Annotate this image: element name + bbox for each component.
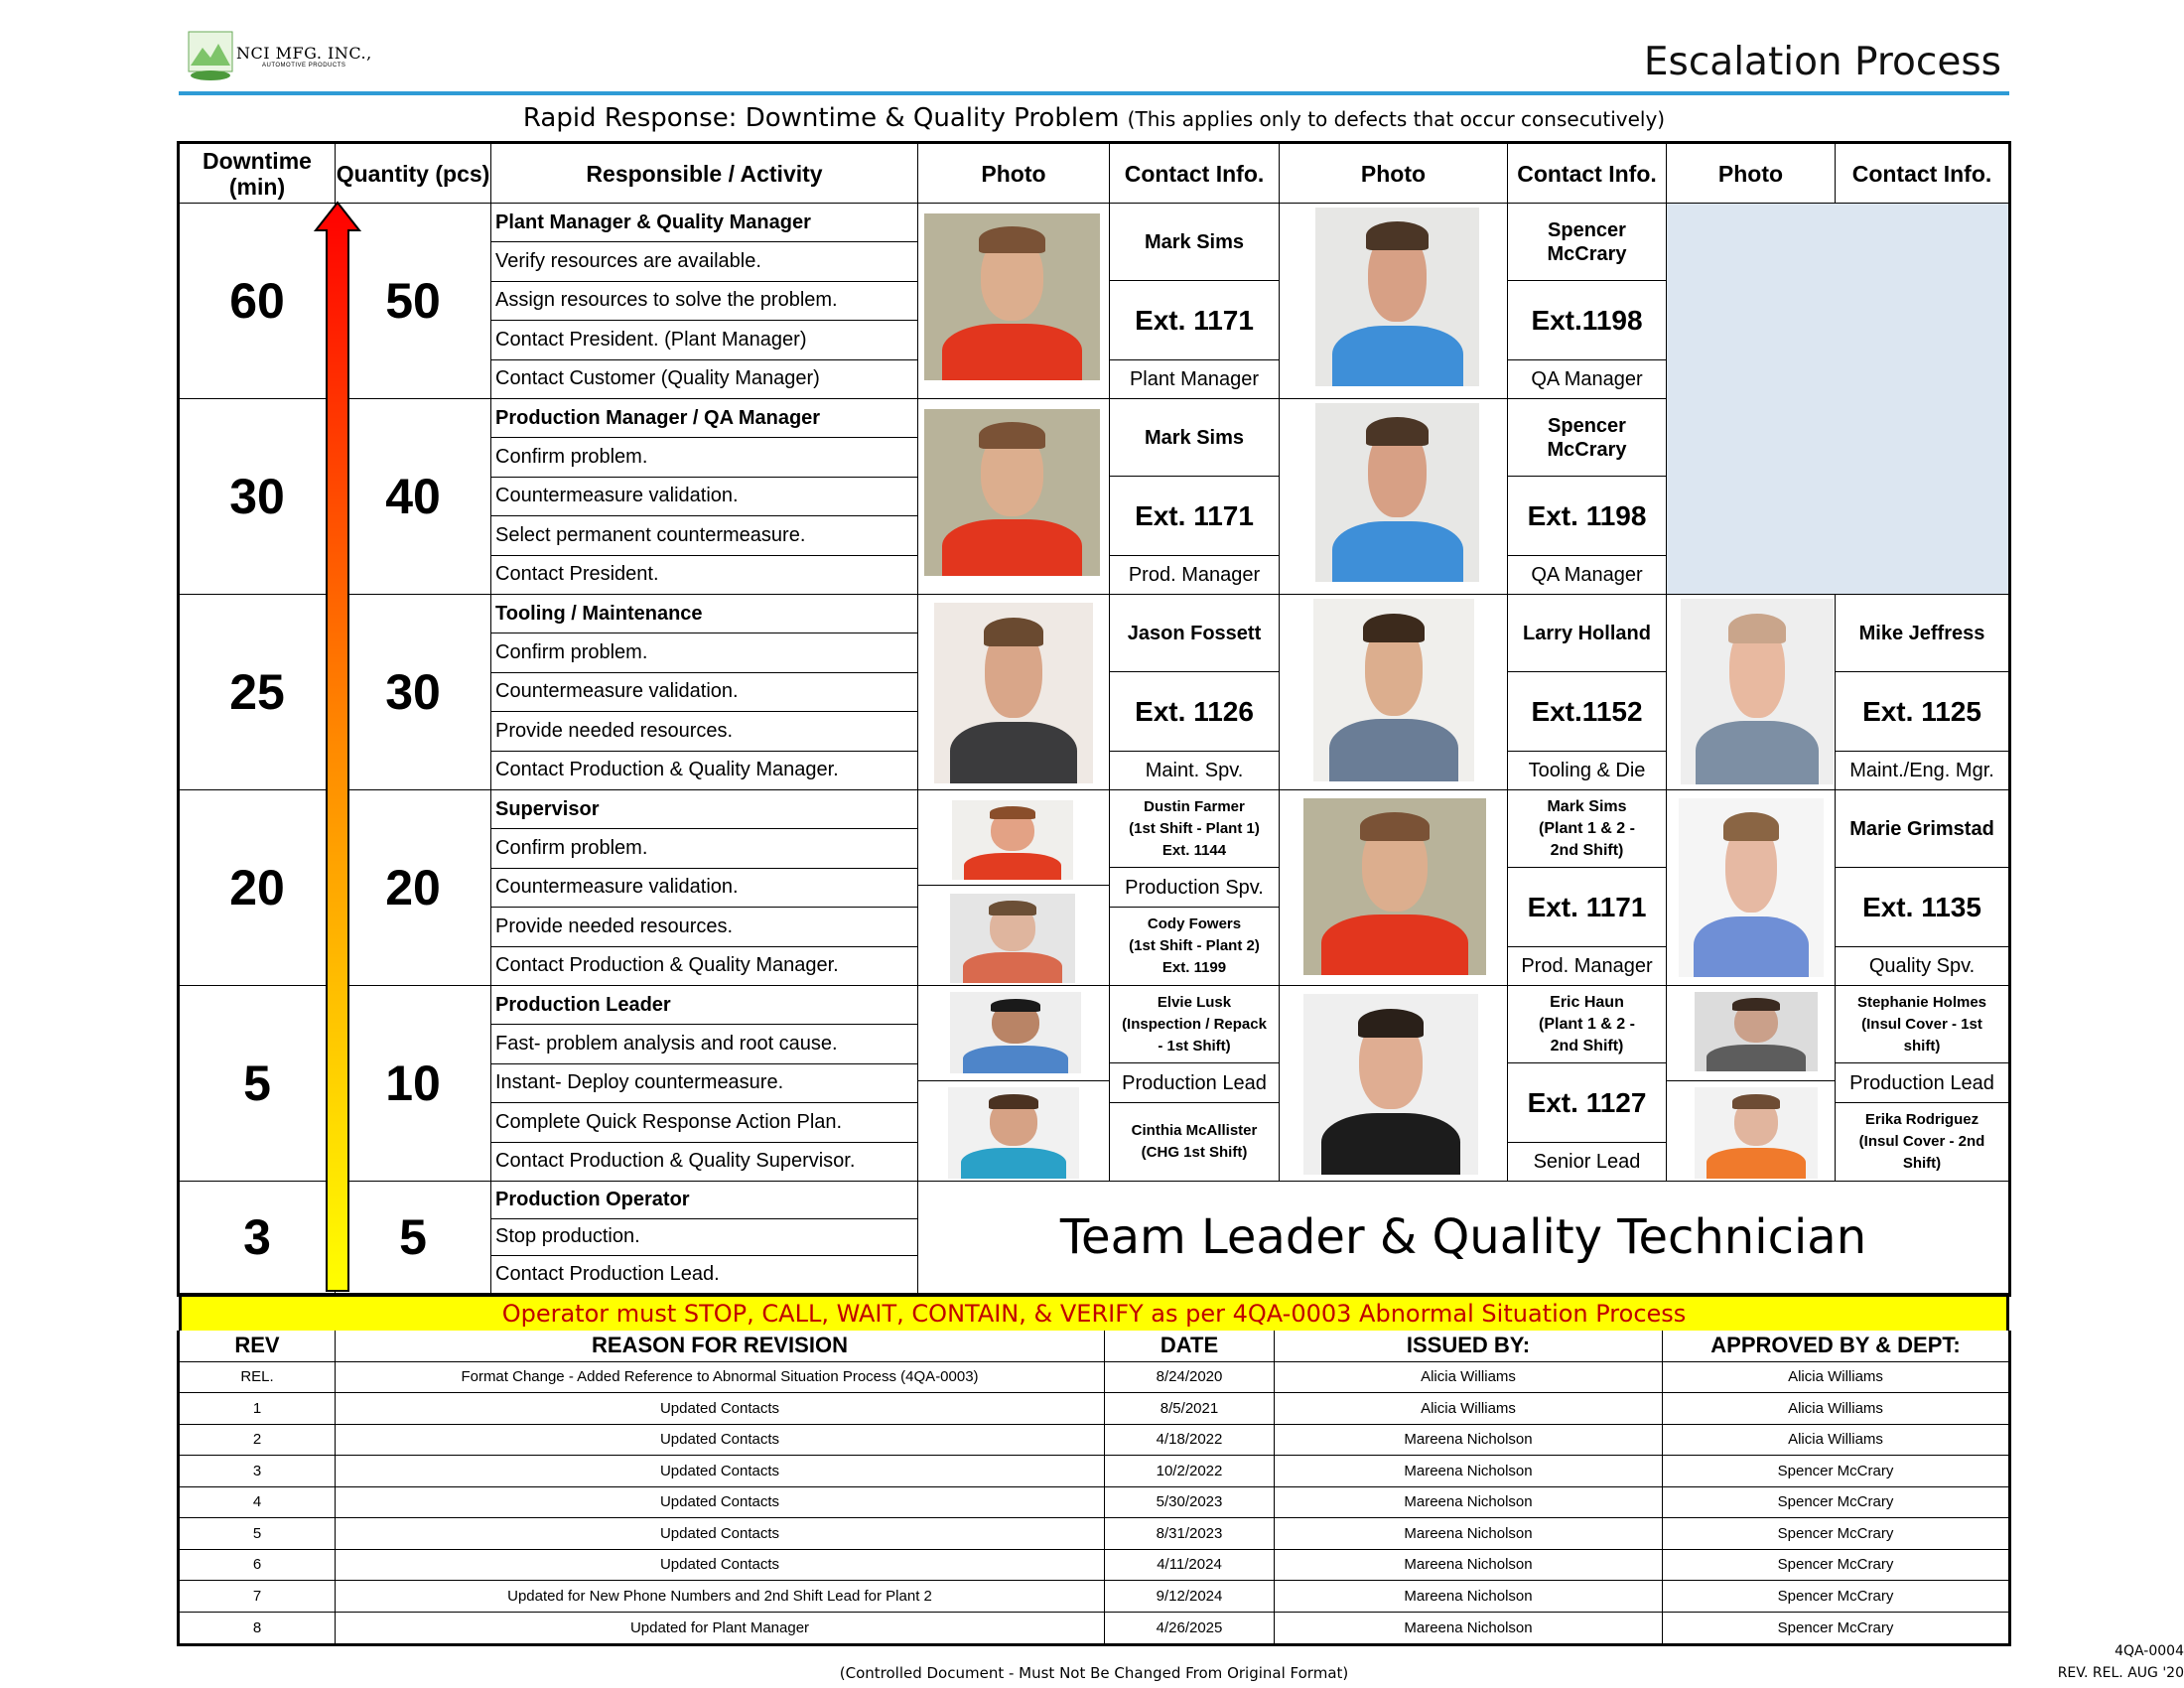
- contact-name: Marie Grimstad: [1836, 790, 2008, 868]
- photo-jason-fossett: [934, 603, 1093, 783]
- rev-date: 8/24/2020: [1105, 1362, 1275, 1393]
- rev-approved-by: Spencer McCrary: [1777, 1556, 1894, 1574]
- photo-eric-haun: [1303, 994, 1478, 1175]
- activity-item: Select permanent countermeasure.: [491, 516, 918, 555]
- rev-date: 8/31/2023: [1105, 1518, 1275, 1549]
- contact-mark-sims-line-2: (Plant 1 & 2 -: [1539, 819, 1635, 837]
- contact-name: Spencer McCrary: [1508, 204, 1667, 281]
- quantity-value: 30: [336, 595, 491, 790]
- company-logo: [185, 26, 393, 87]
- contact-ext: Ext. 1171: [1110, 477, 1280, 556]
- rev-reason: Updated for New Phone Numbers and 2nd Shift Lead for Plant 2: [336, 1581, 1105, 1612]
- photo-spencer-mccrary: [1315, 208, 1479, 386]
- header-quantity: Quantity (pcs): [336, 144, 491, 204]
- table-row: [180, 1425, 2008, 1457]
- photo-elvie-lusk: [950, 992, 1081, 1073]
- table-row: [180, 1550, 2008, 1582]
- table-row: [180, 1613, 2008, 1644]
- photo-marie-grimstad: [1679, 798, 1824, 977]
- activity-item: Complete Quick Response Action Plan.: [491, 1103, 918, 1142]
- header-photo-2: Photo: [1280, 144, 1508, 204]
- subtitle-note: (This applies only to defects that occur consecutively): [1127, 107, 1666, 131]
- activity-item: Contact President.: [491, 556, 918, 595]
- contact-ext: Ext.1152: [1508, 672, 1667, 752]
- header-downtime: Downtime (min): [180, 144, 336, 204]
- rev-issued-by: Mareena Nicholson: [1275, 1550, 1663, 1581]
- downtime-value: 20: [180, 790, 336, 986]
- contact-role: Production Spv.: [1110, 868, 1280, 908]
- activity-item: Stop production.: [491, 1219, 918, 1257]
- rev-approved-by: Alicia Williams: [1788, 1399, 1883, 1417]
- activity-item: Assign resources to solve the problem.: [491, 282, 918, 321]
- header-responsible: Responsible / Activity: [491, 144, 918, 204]
- logo-icon: [185, 26, 236, 85]
- activity-item: Contact President. (Plant Manager): [491, 321, 918, 359]
- rev-issued-by: Mareena Nicholson: [1275, 1456, 1663, 1486]
- activity-item: Countermeasure validation.: [491, 869, 918, 908]
- header-contact-1: Contact Info.: [1110, 144, 1280, 204]
- contact-dustin-farmer-line-1: Dustin Farmer: [1144, 797, 1245, 815]
- contact-eric-haun-line-2: (Plant 1 & 2 -: [1539, 1015, 1635, 1033]
- rev-issued-by: Mareena Nicholson: [1275, 1581, 1663, 1612]
- contact-stephanie-holmes-line-2: (Insul Cover - 1st: [1861, 1015, 1982, 1033]
- contact-stephanie-holmes-line-3: shift): [1903, 1037, 1941, 1055]
- rev-approved-by: Alicia Williams: [1788, 1431, 1883, 1449]
- photo-stephanie-holmes: [1695, 992, 1818, 1071]
- header-photo-1: Photo: [918, 144, 1110, 204]
- rev-reason: Updated Contacts: [336, 1425, 1105, 1456]
- rev-number: 1: [180, 1393, 336, 1424]
- activity-item: Verify resources are available.: [491, 242, 918, 281]
- photo-larry-holland: [1313, 599, 1474, 781]
- contact-mark-sims: [1508, 790, 1667, 868]
- rev-issued-by: Mareena Nicholson: [1275, 1613, 1663, 1644]
- contact-dustin-farmer-line-2: (1st Shift - Plant 1): [1129, 819, 1260, 837]
- contact-stephanie-holmes: [1836, 986, 2008, 1063]
- contact-role: Maint./Eng. Mgr.: [1836, 752, 2008, 790]
- downtime-value: 30: [180, 399, 336, 595]
- rev-number: 6: [180, 1550, 336, 1581]
- rev-date: 10/2/2022: [1105, 1456, 1275, 1486]
- title-divider: [179, 91, 2009, 95]
- rev-reason: Updated Contacts: [336, 1550, 1105, 1581]
- activity-item: Confirm problem.: [491, 829, 918, 868]
- contact-name: Mark Sims: [1110, 204, 1280, 281]
- table-row: [180, 1518, 2008, 1550]
- rev-number: REL.: [180, 1362, 336, 1393]
- contact-ext: Ext. 1127: [1508, 1063, 1667, 1143]
- downtime-value: 5: [180, 986, 336, 1182]
- contact-elvie-lusk-line-2: (Inspection / Repack: [1122, 1015, 1267, 1033]
- contact-cody-fowers-line-3: Ext. 1199: [1161, 959, 1227, 976]
- contact-role: QA Manager: [1508, 360, 1667, 399]
- page-title: Escalation Process: [1643, 40, 2001, 84]
- activity-item: Contact Production & Quality Manager.: [491, 752, 918, 790]
- activity-item: Provide needed resources.: [491, 908, 918, 946]
- table-row: [180, 1393, 2008, 1425]
- rev-reason: Updated Contacts: [336, 1518, 1105, 1549]
- rev-number: 7: [180, 1581, 336, 1612]
- rev-header-rev: REV: [180, 1331, 336, 1361]
- header-contact-2: Contact Info.: [1508, 144, 1667, 204]
- contact-role: Plant Manager: [1110, 360, 1280, 399]
- contact-cinthia-mcallister-line-1: Cinthia McAllister: [1131, 1122, 1258, 1139]
- contact-ext: Ext. 1126: [1110, 672, 1280, 752]
- photo-mark-sims: [924, 213, 1100, 380]
- quantity-value: 50: [336, 204, 491, 399]
- table-row: [180, 1456, 2008, 1487]
- rev-date: 4/26/2025: [1105, 1613, 1275, 1644]
- table-row: [180, 1487, 2008, 1519]
- activity-heading: Supervisor: [491, 790, 918, 829]
- contact-erika-rodriguez-line-1: Erika Rodriguez: [1864, 1111, 1979, 1128]
- contact-erika-rodriguez-line-3: Shift): [1902, 1155, 1942, 1172]
- rev-date: 4/18/2022: [1105, 1425, 1275, 1456]
- quantity-value: 20: [336, 790, 491, 986]
- contact-role: Production Lead: [1110, 1063, 1280, 1103]
- rev-reason: Updated for Plant Manager: [336, 1613, 1105, 1644]
- rev-issued-by: Alicia Williams: [1275, 1362, 1663, 1393]
- contact-dustin-farmer: [1110, 790, 1280, 868]
- rev-issued-by: Mareena Nicholson: [1275, 1487, 1663, 1518]
- rev-approved-by: Spencer McCrary: [1777, 1524, 1894, 1542]
- rev-number: 2: [180, 1425, 336, 1456]
- contact-erika-rodriguez: [1836, 1103, 2008, 1182]
- activity-item: Contact Production Lead.: [491, 1256, 918, 1294]
- rev-date: 9/12/2024: [1105, 1581, 1275, 1612]
- contact-ext: Ext. 1125: [1836, 672, 2008, 752]
- rev-date: 4/11/2024: [1105, 1550, 1275, 1581]
- activity-item: Countermeasure validation.: [491, 673, 918, 712]
- rev-date: 8/5/2021: [1105, 1393, 1275, 1424]
- contact-elvie-lusk: [1110, 986, 1280, 1063]
- escalation-arrow-icon: [314, 201, 361, 1295]
- contact-erika-rodriguez-line-2: (Insul Cover - 2nd: [1858, 1133, 1985, 1150]
- contact-eric-haun-line-3: 2nd Shift): [1550, 1037, 1624, 1055]
- contact-ext: Ext. 1171: [1110, 281, 1280, 360]
- contact-role: Quality Spv.: [1836, 947, 2008, 986]
- contact-mark-sims-line-1: Mark Sims: [1547, 797, 1627, 815]
- activity-heading: Production Manager / QA Manager: [491, 399, 918, 438]
- rev-header-date: DATE: [1105, 1331, 1275, 1361]
- contact-cody-fowers-line-1: Cody Fowers: [1147, 915, 1242, 932]
- header-photo-3: Photo: [1667, 144, 1836, 204]
- activity-item: Fast- problem analysis and root cause.: [491, 1025, 918, 1063]
- header-contact-3: Contact Info.: [1836, 144, 2008, 204]
- rev-reason: Updated Contacts: [336, 1487, 1105, 1518]
- activity-item: Confirm problem.: [491, 633, 918, 672]
- blank-contact-area: [1667, 204, 2008, 595]
- contact-role: Prod. Manager: [1110, 556, 1280, 595]
- contact-elvie-lusk-line-1: Elvie Lusk: [1157, 993, 1232, 1011]
- rev-issued-by: Mareena Nicholson: [1275, 1425, 1663, 1456]
- rev-approved-by: Spencer McCrary: [1777, 1587, 1894, 1605]
- contact-ext: Ext. 1135: [1836, 868, 2008, 947]
- rev-number: 5: [180, 1518, 336, 1549]
- contact-role: Production Lead: [1836, 1063, 2008, 1103]
- rev-reason: Updated Contacts: [336, 1393, 1105, 1424]
- activity-item: Contact Production & Quality Supervisor.: [491, 1143, 918, 1182]
- company-name: NCI MFG. INC.,: [236, 44, 372, 63]
- photo-dustin-farmer: [952, 800, 1073, 880]
- doc-number: 4QA-0004: [2115, 1643, 2184, 1659]
- rev-approved-by: Spencer McCrary: [1777, 1493, 1894, 1511]
- company-tagline: AUTOMOTIVE PRODUCTS: [262, 63, 346, 69]
- revision-header-row: [180, 1331, 2008, 1362]
- downtime-value: 60: [180, 204, 336, 399]
- activity-item: Confirm problem.: [491, 438, 918, 477]
- contact-ext: Ext. 1171: [1508, 868, 1667, 947]
- quantity-value: 5: [336, 1182, 491, 1294]
- contact-name: Mike Jeffress: [1836, 595, 2008, 672]
- contact-cody-fowers-line-2: (1st Shift - Plant 2): [1129, 937, 1260, 954]
- downtime-value: 3: [180, 1182, 336, 1294]
- rev-header-approved: APPROVED BY & DEPT:: [1710, 1333, 1961, 1358]
- escalation-table: [177, 141, 2011, 1297]
- rev-date: 5/30/2023: [1105, 1487, 1275, 1518]
- photo-mike-jeffress: [1681, 599, 1834, 784]
- footer-note: (Controlled Document - Must Not Be Changed From Original Format): [839, 1664, 1349, 1682]
- photo-cinthia-mcallister: [948, 1087, 1079, 1179]
- photo-mark-sims: [1303, 798, 1486, 975]
- contact-role: Maint. Spv.: [1110, 752, 1280, 790]
- rev-approved-by: Spencer McCrary: [1777, 1462, 1894, 1479]
- rev-issued-by: Alicia Williams: [1275, 1393, 1663, 1424]
- photo-cody-fowers: [950, 894, 1075, 983]
- contact-mark-sims-line-3: 2nd Shift): [1550, 841, 1624, 859]
- contact-name: Larry Holland: [1508, 595, 1667, 672]
- contact-ext: Ext. 1198: [1508, 477, 1667, 556]
- contact-role: Prod. Manager: [1508, 947, 1667, 986]
- operator-banner: Operator must STOP, CALL, WAIT, CONTAIN, & VERIFY as per 4QA-0003 Abnormal Situation Process: [179, 1297, 2009, 1331]
- activity-heading: Production Leader: [491, 986, 918, 1025]
- document-number: [2058, 1640, 2184, 1684]
- downtime-value: 25: [180, 595, 336, 790]
- contact-name: Spencer McCrary: [1508, 399, 1667, 477]
- quantity-value: 40: [336, 399, 491, 595]
- activity-heading: Tooling / Maintenance: [491, 595, 918, 633]
- contact-eric-haun-line-1: Eric Haun: [1550, 993, 1624, 1011]
- rev-header-reason: REASON FOR REVISION: [336, 1331, 1105, 1361]
- table-row: [180, 1362, 2008, 1394]
- quantity-value: 10: [336, 986, 491, 1182]
- photo-spencer-mccrary: [1315, 403, 1479, 582]
- activity-heading: Plant Manager & Quality Manager: [491, 204, 918, 242]
- revision-table: [177, 1331, 2011, 1646]
- photo-erika-rodriguez: [1695, 1087, 1818, 1179]
- activity-item: Contact Customer (Quality Manager): [491, 360, 918, 399]
- contact-eric-haun: [1508, 986, 1667, 1063]
- contact-name: Mark Sims: [1110, 399, 1280, 477]
- contact-name: Jason Fossett: [1110, 595, 1280, 672]
- activity-item: Contact Production & Quality Manager.: [491, 947, 918, 986]
- doc-revision: REV. REL. AUG '20: [2057, 1665, 2184, 1681]
- rev-header-issued: ISSUED BY:: [1275, 1331, 1663, 1361]
- contact-elvie-lusk-line-3: - 1st Shift): [1158, 1037, 1231, 1055]
- subtitle: [179, 103, 2009, 133]
- activity-heading: Production Operator: [491, 1182, 918, 1219]
- team-leader-text: Team Leader & Quality Technician: [918, 1182, 2008, 1294]
- activity-item: Provide needed resources.: [491, 712, 918, 751]
- contact-cinthia-mcallister-line-2: (CHG 1st Shift): [1141, 1144, 1248, 1161]
- contact-role: QA Manager: [1508, 556, 1667, 595]
- rev-approved-by: Alicia Williams: [1788, 1368, 1883, 1386]
- contact-ext: Ext.1198: [1508, 281, 1667, 360]
- rev-reason: Updated Contacts: [336, 1456, 1105, 1486]
- contact-role: Tooling & Die: [1508, 752, 1667, 790]
- rev-number: 3: [180, 1456, 336, 1486]
- photo-mark-sims: [924, 409, 1100, 576]
- rev-number: 8: [180, 1613, 336, 1644]
- activity-item: Countermeasure validation.: [491, 478, 918, 516]
- activity-item: Instant- Deploy countermeasure.: [491, 1064, 918, 1103]
- contact-cody-fowers: [1110, 908, 1280, 986]
- rev-number: 4: [180, 1487, 336, 1518]
- table-row: [180, 1581, 2008, 1613]
- contact-cinthia-mcallister: [1110, 1103, 1280, 1182]
- rev-reason: Format Change - Added Reference to Abnormal Situation Process (4QA-0003): [336, 1362, 1105, 1393]
- rev-approved-by: Spencer McCrary: [1777, 1618, 1894, 1636]
- subtitle-main: Rapid Response: Downtime & Quality Problem: [522, 103, 1120, 133]
- contact-role: Senior Lead: [1508, 1143, 1667, 1182]
- rev-issued-by: Mareena Nicholson: [1275, 1518, 1663, 1549]
- contact-dustin-farmer-line-3: Ext. 1144: [1161, 841, 1227, 859]
- contact-stephanie-holmes-line-1: Stephanie Holmes: [1856, 993, 1987, 1011]
